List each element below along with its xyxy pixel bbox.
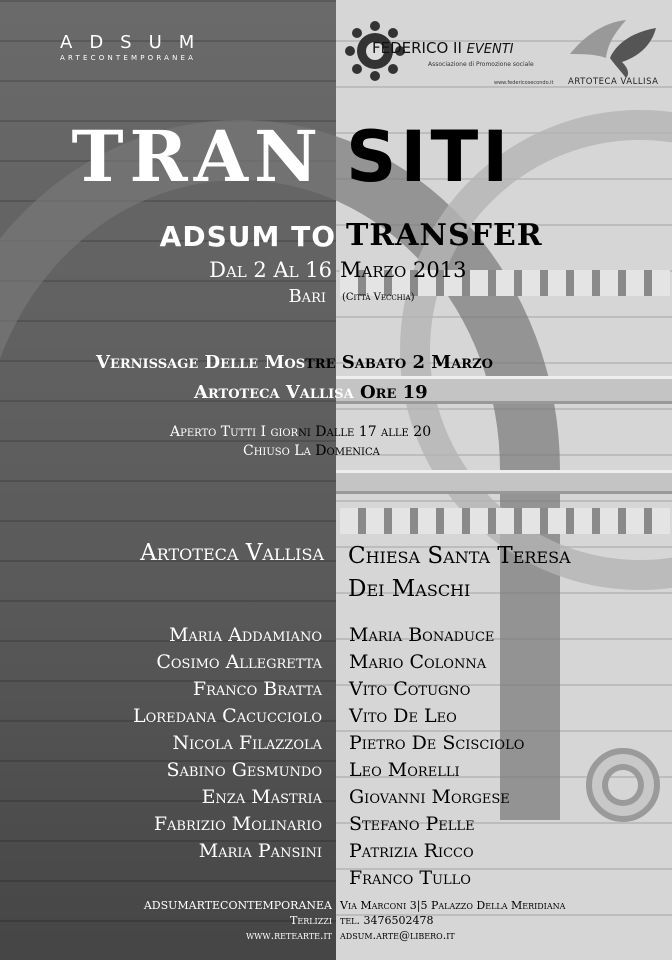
footer-organization: ADSUMARTECONTEMPORANEA [143,899,332,912]
title-left: TRAN [71,115,324,198]
artist-name: Sabino Gesmundo [166,759,322,781]
federico-logo-url: www.federicosecondo.it [494,80,554,86]
artist-name: Leo Morelli [349,759,460,781]
artist-name: Mario Colonna [349,651,487,673]
venue-right-line2: Dei Maschi [348,576,471,602]
city: Bari [288,286,326,307]
cornice-middle [336,470,672,494]
artist-name: Maria Bonaduce [349,624,495,646]
vernissage-right: tre Sabato 2 Marzo [305,352,493,373]
date-range-start: Dal 2 Al 16 [209,258,332,282]
vernissage-place-right: Ore 19 [353,382,428,403]
artist-name: Enza Mastria [201,786,322,808]
artist-name: Franco Tullo [349,867,471,889]
footer-website-link[interactable]: www.retearte.it [245,929,332,942]
city-note: (Città Vecchia) [342,292,415,303]
dentils-lower [340,508,670,534]
vernissage-line [96,352,493,373]
opening-hours-right: ni Dalle 17 alle 20 [298,424,432,440]
ionic-volute-decoration [586,748,660,822]
opening-hours-line [170,424,431,440]
adsum-logo [60,32,211,62]
adsum-logo-name: ADSUM [60,32,212,53]
footer-address: Via Marconi 3|5 Palazzo Della Meridiana [340,899,566,912]
artist-name: Maria Pansini [198,840,322,862]
vernissage-left: Vernissage Delle Mos [96,352,306,373]
federico-logo-subtitle: Associazione di Promozione sociale [428,61,534,68]
subtitle-left: ADSUM TO [159,220,336,253]
footer-town: Terlizzi [290,914,332,927]
title-right: SITI [346,116,513,198]
artist-name: Stefano Pelle [349,813,475,835]
footer-phone: tel. 3476502478 [340,914,434,927]
vernissage-place-left: Artoteca Vallisa [194,382,354,403]
opening-hours-left: Aperto Tutti I gior [170,424,299,440]
federico-logo-name: FEDERICO II [372,39,462,57]
subtitle-right: TRANSFER [346,218,543,253]
vernissage-place-line [194,382,428,403]
closed-day-right: Domenica [315,443,380,459]
date-range-month: Marzo 2013 [340,258,467,282]
footer-email-link[interactable]: adsum.arte@libero.it [340,929,455,942]
artist-name: Patrizia Ricco [349,840,474,862]
venue-left: Artoteca Vallisa [140,540,324,566]
artist-name: Cosimo Allegretta [156,651,322,673]
footer-left [144,898,332,943]
adsum-logo-tagline: ARTECONTEMPORANEA [60,54,197,62]
federico-logo-suffix: EVENTI [466,42,514,57]
venue-right-line1: Chiesa Santa Teresa [348,543,571,569]
artist-name: Maria Addamiano [168,624,322,646]
artist-name: Vito De Leo [349,705,457,727]
artists-left-list [133,622,322,865]
closed-day-line [243,443,380,459]
artists-right-list [349,622,524,892]
artist-name: Giovanni Morgese [349,786,510,808]
vallisa-logo-name: ARTOTECA VALLISA [568,77,659,87]
artist-name: Pietro De Scisciolo [349,732,525,754]
federico-logo [344,20,554,90]
artist-name: Franco Bratta [192,678,322,700]
artist-name: Vito Cotugno [349,678,471,700]
artist-name: Loredana Cacucciolo [133,705,322,727]
closed-day-left: Chiuso La [243,443,316,459]
artist-name: Nicola Filazzola [172,732,322,754]
artist-name: Fabrizio Molinario [153,813,322,835]
venue-right [348,540,571,606]
footer-right [340,898,565,943]
